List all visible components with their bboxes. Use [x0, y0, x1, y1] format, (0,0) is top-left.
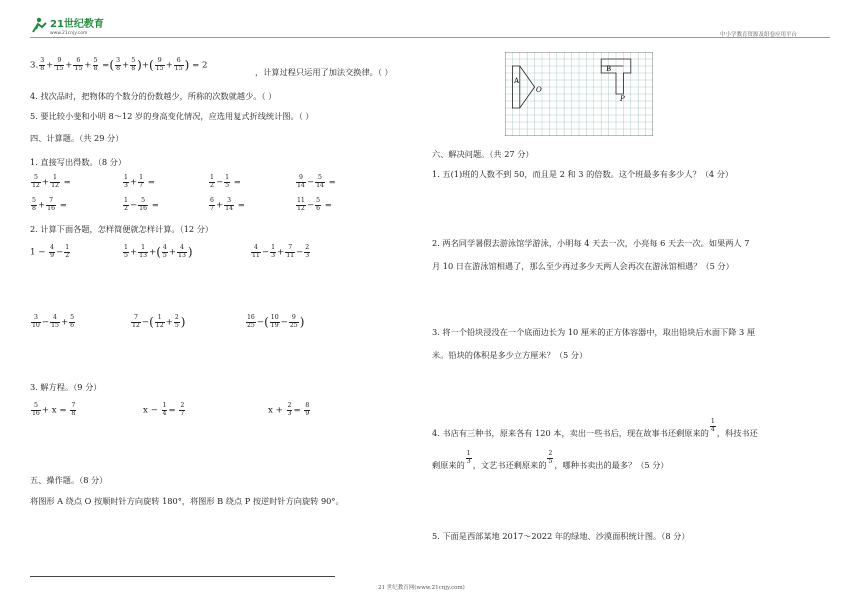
svg-text:B: B — [606, 65, 612, 73]
header-divider — [30, 37, 830, 38]
problem-4-line2: 剩原来的 $\frac{1}{3}$ ，文艺书还剩原来的 $\frac{2}{5}$ ，哪种书卖出的最多？（5 分） — [432, 450, 669, 471]
simplify-5: $\frac{7}{12}$ −( $\frac{1}{12}$ + $\frac{2}{5}$ ) — [132, 314, 186, 330]
svg-text:21世纪教育: 21世纪教育 — [50, 19, 104, 30]
calc-2: $\frac{1}{3}$ + $\frac{1}{7}$ = — [124, 174, 156, 189]
s5-text: 将图形 A 绕点 O 按顺时针方向旋转 180°，将图形 B 绕点 P 按逆时针方向旋转 90°。 — [30, 496, 344, 506]
calc-7: $\frac{6}{7}$ + $\frac{3}{14}$ = — [210, 197, 245, 212]
section-4-title: 四、计算题。（共 29 分） — [30, 133, 124, 143]
equation-2: x − $\frac{1}{4}$ = $\frac{2}{7}$ — [143, 402, 185, 417]
q3-tail: ，计算过程只运用了加法交换律。（ ） — [255, 67, 393, 77]
s4-1-title: 1. 直接写出得数。（8 分） — [30, 157, 127, 167]
simplify-4: $\frac{3}{10}$ − $\frac{4}{15}$ + $\frac{5}{6}$ — [32, 314, 75, 329]
simplify-6: $\frac{16}{25}$ −( $\frac{10}{19}$ − $\frac{9}{25}$ ) — [247, 314, 305, 330]
q5-text: 5. 要比较小斐和小明 8～12 岁的身高变化情况，应选用复式折线统计图。（ ） — [30, 111, 314, 121]
simplify-1: 1 − $\frac{4}{9}$ − $\frac{1}{2}$ — [30, 244, 70, 259]
section-5-title: 五、操作题。（8 分） — [30, 475, 108, 485]
svg-text:P: P — [620, 95, 625, 103]
problem-2-line2: 月 10 日在游泳馆相遇了，那么至少再过多少天两人会再次在游泳馆相遇？（5 分） — [432, 261, 734, 271]
s4-2-title: 2. 计算下面各题，怎样简便就怎样计算。（12 分） — [30, 224, 214, 234]
calc-8: $\frac{11}{12}$ − $\frac{5}{6}$ = — [297, 197, 332, 212]
svg-text:www.21cnjy.com: www.21cnjy.com — [50, 31, 88, 36]
section-6-title: 六、解决问题。（共 27 分） — [432, 149, 534, 159]
svg-text:A: A — [514, 77, 520, 85]
problem-1: 1. 五(1)班的人数不到 50，而且是 2 和 3 的倍数。这个班最多有多少人？（4 分） — [432, 169, 734, 179]
footer-text: 21 世纪教育网(www.21cnjy.com) — [378, 585, 465, 591]
calc-3: $\frac{1}{2}$ − $\frac{1}{5}$ = — [210, 174, 242, 189]
problem-3-line1: 3. 将一个铅块浸没在一个底面边长为 10 厘米的正方体容器中，取出铅块后水面下降 3 厘 — [432, 327, 756, 337]
problem-4-line1: 4. 书店有三种书，原来各有 120 本，卖出一些书后，现在故事书还剩原来的 $\frac{1}{4}$ ，科技书还 — [432, 418, 758, 439]
calc-5: $\frac{5}{8}$ + $\frac{7}{16}$ = — [32, 197, 67, 212]
runner-icon — [33, 18, 46, 32]
calc-6: $\frac{1}{2}$ − $\frac{5}{16}$ = — [124, 197, 159, 212]
svg-text:O: O — [536, 86, 542, 94]
rotation-grid — [505, 52, 653, 136]
q3-line: 3. $\frac{3}{8}$ + $\frac{9}{15}$ + $\frac{6}{15}$ + $\frac{5}{8}$ =( $\frac{3}{8}$ + $\frac{5}{8}$ )+( $\frac{9}{15}$ + $\frac{6}{15}$ ) = 2 — [30, 57, 208, 73]
simplify-2: $\frac{1}{5}$ + $\frac{1}{13}$ +( $\frac{4}{5}$ + $\frac{4}{13}$ ) — [124, 244, 193, 260]
calc-1: $\frac{5}{12}$ + $\frac{1}{12}$ = — [32, 174, 71, 189]
site-logo — [30, 16, 122, 36]
q4-text: 4. 找次品时，把物体的个数分的份数越少，所称的次数就越少。（ ） — [30, 91, 277, 101]
footer-divider — [30, 576, 335, 577]
s4-3-title: 3. 解方程。（9 分） — [30, 382, 102, 392]
header-platform-text: 中小学教育资源及组卷应用平台 — [720, 32, 798, 38]
problem-3-line2: 米。铅块的体积是多少立方厘米？（5 分） — [432, 350, 588, 360]
equation-3: x + $\frac{2}{3}$ = $\frac{8}{9}$ — [268, 402, 310, 417]
equation-1: $\frac{5}{16}$ + x = $\frac{7}{8}$ — [32, 402, 76, 417]
calc-4: $\frac{9}{14}$ − $\frac{5}{14}$ = — [297, 174, 336, 189]
problem-2-line1: 2. 两名同学暑假去游泳馆学游泳，小明每 4 天去一次，小亮每 6 天去一次。如果两人 7 — [432, 238, 750, 248]
simplify-3: $\frac{4}{11}$ − $\frac{1}{3}$ + $\frac{7}{11}$ − $\frac{2}{3}$ — [252, 244, 310, 259]
problem-5: 5. 下面是西部某地 2017～2022 年的绿地、沙漠面积统计图。（8 分） — [432, 531, 690, 541]
